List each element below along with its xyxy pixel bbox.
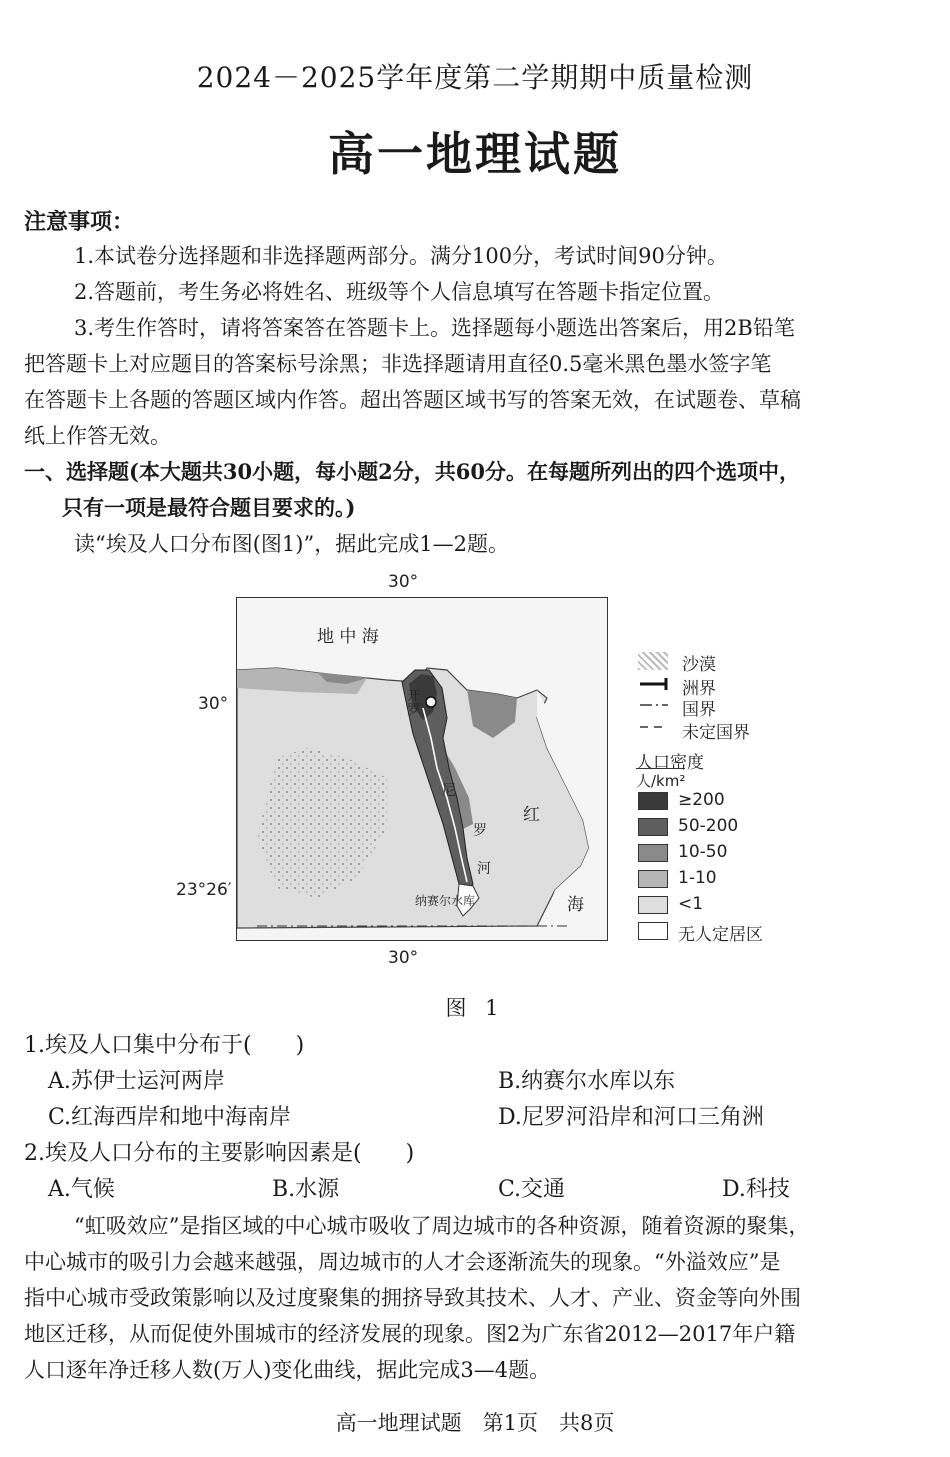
paper-title: 高一地理试题 — [328, 127, 622, 181]
notice-item-1: 1.本试卷分选择题和非选择题两部分。满分100分，考试时间90分钟。 — [74, 244, 728, 268]
nile-label-2: 罗 — [473, 823, 487, 839]
exam-year-title: 2024－2025学年度第二学期期中质量检测 — [196, 61, 754, 94]
question-2-option-a: A.气候 — [48, 1177, 115, 1202]
question-2-stem: 2.埃及人口分布的主要影响因素是( ) — [24, 1141, 415, 1166]
passage-line-1: “虹吸效应”是指区域的中心城市吸收了周边城市的各种资源，随着资源的聚集， — [74, 1214, 810, 1238]
legend-density-unit: 人/km² — [636, 768, 685, 791]
question-1-option-a: A.苏伊士运河两岸 — [48, 1069, 225, 1094]
notice-item-3-line-4: 纸上作答无效。 — [24, 424, 171, 448]
section-1-title-line-1: 一、选择题(本大题共30小题，每小题2分，共60分。在每题所列出的四个选项中， — [24, 459, 800, 484]
question-2-option-d: D.科技 — [722, 1177, 790, 1202]
legend-swatch-1 — [638, 818, 668, 836]
legend-undetermined-border: 未定国界 — [682, 723, 750, 743]
nile-label-1: 尼 — [442, 783, 456, 799]
legend-swatch-0 — [638, 792, 668, 810]
legend-swatch-5 — [638, 922, 668, 940]
notice-item-3-line-2: 把答题卡上对应题目的答案标号涂黑；非选择题请用直径0.5毫米黑色墨水签字笔 — [24, 352, 772, 376]
figure-1-intro: 读“埃及人口分布图(图1)”，据此完成1—2题。 — [74, 532, 509, 556]
legend-density-title: 人口密度 — [636, 753, 704, 773]
page-footer: 高一地理试题 第1页 共8页 — [335, 1411, 615, 1435]
section-1-title-line-2: 只有一项是最符合题目要求的。) — [62, 495, 356, 520]
question-1-option-b: B.纳赛尔水库以东 — [498, 1069, 676, 1094]
cairo-label: 开罗 — [407, 689, 421, 718]
mediterranean-label: 地 中 海 — [317, 627, 379, 647]
map-graphic — [237, 598, 608, 941]
notice-item-3-line-3: 在答题卡上各题的答题区域内作答。超出答题区域书写的答案无效，在试题卷、草稿 — [24, 388, 801, 412]
legend-class-label-2: 10-50 — [678, 842, 728, 862]
desert-swatch — [638, 652, 668, 670]
cairo-marker — [426, 697, 436, 707]
notice-item-3-line-1: 3.考生作答时，请将答案答在答题卡上。选择题每小题选出答案后，用2B铅笔 — [74, 316, 795, 340]
map-lon-bottom: 30° — [388, 948, 419, 968]
legend-class-label-1: 50-200 — [678, 816, 739, 836]
legend-swatch-4 — [638, 896, 668, 914]
question-1-option-c: C.红海西岸和地中海南岸 — [48, 1105, 292, 1130]
map-lat-bottom: 23°26′ — [176, 880, 232, 900]
lake-nasser-label: 纳赛尔水库 — [415, 894, 476, 908]
egypt-population-map — [236, 597, 608, 941]
passage-line-2: 中心城市的吸引力会越来越强，周边城市的人才会逐渐流失的现象。“外溢效应”是 — [24, 1250, 781, 1274]
question-2-option-c: C.交通 — [498, 1177, 566, 1202]
legend-swatch-2 — [638, 844, 668, 862]
map-lon-top: 30° — [388, 572, 419, 592]
legend-class-label-4: <1 — [678, 894, 704, 914]
passage-line-4: 地区迁移，从而促使外围城市的经济发展的现象。图2为广东省2012—2017年户籍 — [24, 1322, 796, 1346]
border-line-samples — [638, 674, 672, 734]
passage-line-5: 人口逐年净迁移人数(万人)变化曲线，据此完成3—4题。 — [24, 1358, 551, 1382]
map-lat-top: 30° — [198, 694, 229, 714]
notice-item-2: 2.答题前，考生务必将姓名、班级等个人信息填写在答题卡指定位置。 — [74, 280, 725, 304]
nile-label-3: 河 — [477, 861, 491, 877]
red-sea-label-2: 海 — [567, 895, 584, 915]
legend-class-label-3: 1-10 — [678, 868, 717, 888]
legend-continent-border: 洲界 — [682, 679, 716, 699]
passage-line-3: 指中心城市受政策影响以及过度聚集的拥挤导致其技术、人才、产业、资金等向外围 — [24, 1286, 801, 1310]
question-2-option-b: B.水源 — [272, 1177, 340, 1202]
legend-swatch-3 — [638, 870, 668, 888]
question-1-stem: 1.埃及人口集中分布于( ) — [24, 1033, 305, 1058]
legend-class-label-0: ≥200 — [678, 790, 725, 810]
notice-heading: 注意事项： — [24, 209, 135, 235]
question-1-option-d: D.尼罗河沿岸和河口三角洲 — [498, 1105, 764, 1130]
red-sea-label-1: 红 — [523, 805, 540, 825]
legend-desert: 沙漠 — [682, 655, 716, 675]
legend-class-label-5: 无人定居区 — [678, 925, 763, 945]
legend-country-border: 国界 — [682, 700, 716, 720]
figure-1-caption: 图 1 — [445, 996, 505, 1020]
